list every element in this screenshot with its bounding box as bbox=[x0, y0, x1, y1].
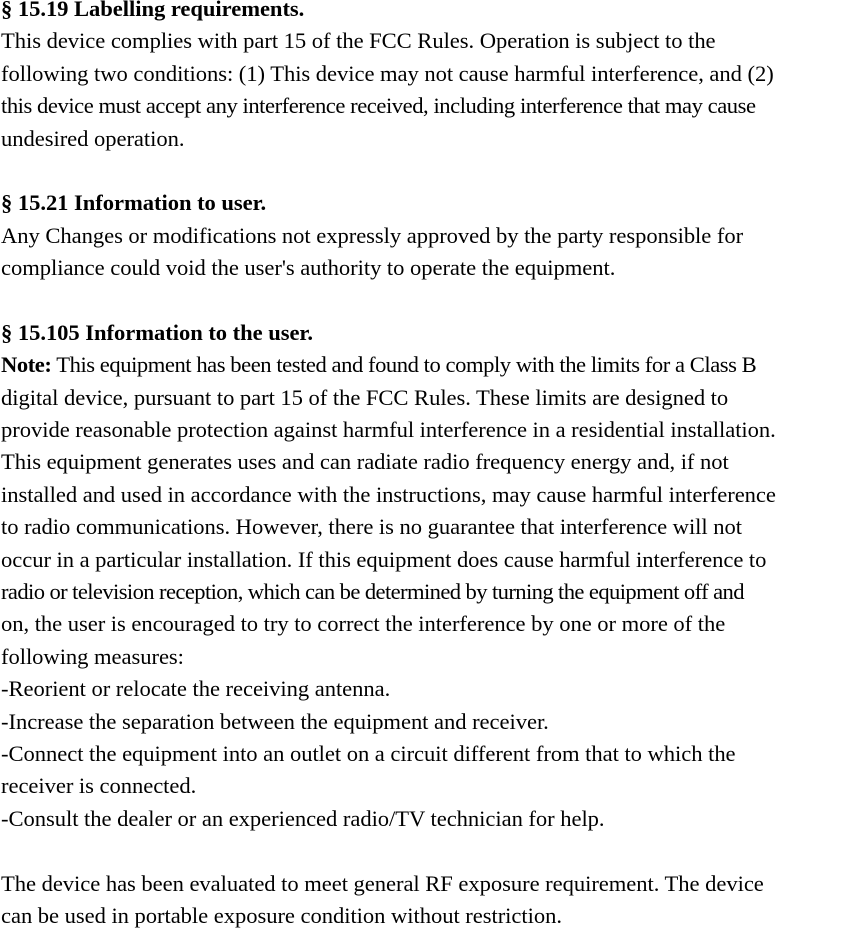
section-15-105-line-3: provide reasonable protection against harmful interference in a residential installation. bbox=[1, 417, 776, 443]
section-15-21-line-2: compliance could void the user's authority to operate the equipment. bbox=[1, 255, 616, 281]
note-label: Note: bbox=[1, 352, 52, 378]
measure-connect-outlet-cont: receiver is connected. bbox=[1, 773, 197, 799]
paragraph-spacer bbox=[1, 835, 864, 867]
section-15-19-heading: § 15.19 Labelling requirements. bbox=[1, 0, 305, 21]
measure-increase-separation: -Increase the separation between the equipment and receiver. bbox=[1, 708, 549, 734]
section-15-105-note-line bbox=[1, 349, 864, 381]
measure-connect-outlet: -Connect the equipment into an outlet on a circuit different from that to which the bbox=[1, 740, 736, 766]
note-text: This equipment has been tested and found to comply with the limits for a Class B bbox=[51, 352, 757, 378]
rf-exposure-line-1: The device has been evaluated to meet general RF exposure requirement. The device bbox=[1, 870, 764, 896]
section-15-105-line-6: to radio communications. However, there is no guarantee that interference will not bbox=[1, 514, 742, 540]
section-15-105-line-4: This equipment generates uses and can radiate radio frequency energy and, if not bbox=[1, 449, 729, 475]
section-15-105-line-9: on, the user is encouraged to try to correct the interference by one or more of the bbox=[1, 611, 726, 637]
section-15-105-line-5: installed and used in accordance with the instructions, may cause harmful interference bbox=[1, 481, 776, 507]
section-15-19-line-1: This device complies with part 15 of the FCC Rules. Operation is subject to the bbox=[1, 28, 716, 54]
fcc-statement-document bbox=[1, 0, 864, 932]
section-15-105-line-8: radio or television reception, which can be determined by turning the equipment off and bbox=[1, 579, 744, 605]
section-15-105-line-10: following measures: bbox=[1, 643, 184, 669]
section-15-21-line-1: Any Changes or modifications not expressly approved by the party responsible for bbox=[1, 222, 744, 248]
measure-reorient: -Reorient or relocate the receiving antenna. bbox=[1, 676, 391, 702]
section-15-105-line-2: digital device, pursuant to part 15 of the FCC Rules. These limits are designed to bbox=[1, 384, 729, 410]
section-15-19-line-2: following two conditions: (1) This device may not cause harmful interference, and (2) bbox=[1, 60, 774, 86]
section-15-105-heading: § 15.105 Information to the user. bbox=[1, 319, 313, 345]
section-15-19-line-3: this device must accept any interference received, including interference that may cause bbox=[1, 93, 756, 119]
section-15-21-heading: § 15.21 Information to user. bbox=[1, 190, 267, 216]
measure-consult-dealer: -Consult the dealer or an experienced radio/TV technician for help. bbox=[1, 805, 605, 831]
rf-exposure-line-2: can be used in portable exposure condition without restriction. bbox=[1, 902, 562, 928]
paragraph-spacer bbox=[1, 285, 864, 317]
paragraph-spacer bbox=[1, 155, 864, 187]
section-15-19-line-4: undesired operation. bbox=[1, 125, 185, 151]
section-15-105-line-7: occur in a particular installation. If this equipment does cause harmful interference to bbox=[1, 546, 767, 572]
